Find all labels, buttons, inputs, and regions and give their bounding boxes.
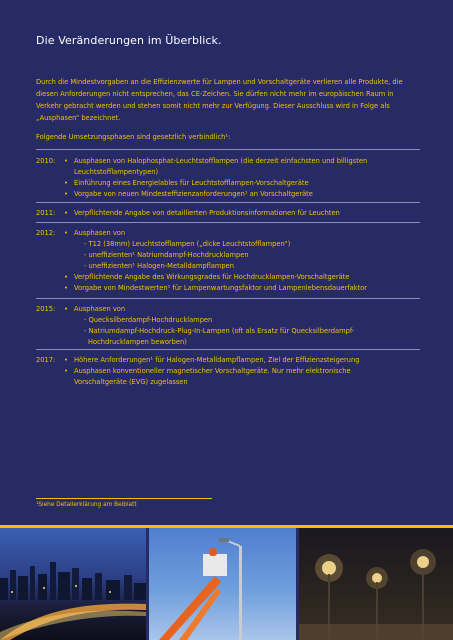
- divider: [36, 298, 420, 299]
- item-text: Ausphasen konventioneller magnetischer Vorschaltgeräte. Nur mehr elektronische: [74, 367, 351, 375]
- item-text: Hochdrucklampen beworben): [88, 338, 187, 346]
- item-text: - Quecksilberdampf-Hochdrucklampen: [84, 316, 213, 324]
- item-line: [64, 261, 414, 272]
- intro-paragraph: Durch die Mindestvorgaben an die Effizienzwerte für Lampen und Vorschaltgeräte verlieren alle Produkte, die diesen Anforderungen nicht entsprechen, das CE-Zeichen. Sie dürfen nicht mehr im europäischen Raum in Verkehr gebracht werden und stehen somit nicht mehr zur Verfügung. Dieser Ausschluss wird in Folge als „Ausphasen“ bezeichnet.: [36, 78, 403, 122]
- item-text: Ausphasen von: [74, 305, 126, 313]
- item-text: Verpflichtende Angabe des Wirkungsgrades für Hochdrucklampen-Vorschaltgeräte: [74, 273, 350, 281]
- bullet-item: [64, 189, 414, 200]
- photo-strip: [0, 528, 453, 640]
- item-text: Vorgabe von neuen Mindesteffizienzanforderungen¹ an Vorschaltgeräte: [74, 190, 313, 198]
- bullet-marker: •: [64, 284, 68, 292]
- footnote-rule: [36, 498, 212, 499]
- item-line: [64, 377, 414, 388]
- bullet-marker: •: [64, 190, 68, 198]
- item-line: [64, 167, 414, 178]
- bullet-marker: •: [64, 229, 68, 237]
- item-text: Verpflichtende Angabe von detaillierten Produktionsinformationen für Leuchten: [74, 209, 340, 217]
- phase-year: 2015:: [36, 305, 56, 313]
- phase-items: [64, 208, 414, 219]
- phase-year: 2012:: [36, 229, 56, 237]
- item-text: - T12 (38mm) Leuchtstofflampen („dicke Leuchtstofflampen“): [84, 240, 291, 248]
- item-text: - Natriumdampf-Hochdruck-Plug-In-Lampen (oft als Ersatz für Quecksilberdampf-: [84, 327, 355, 335]
- bullet-marker: •: [64, 179, 68, 187]
- item-text: - uneffizienten¹ Halogen-Metalldampflampen: [84, 262, 235, 270]
- divider: [36, 202, 420, 203]
- item-line: [64, 315, 414, 326]
- bullet-marker: •: [64, 356, 68, 364]
- street-lamps-photo: [299, 528, 453, 640]
- footnote: ¹Siehe Detailerklärung am Beiblatt: [36, 502, 137, 508]
- city-night-photo: [0, 528, 146, 640]
- item-text: Ausphasen von: [74, 229, 126, 237]
- phase-items: [64, 304, 414, 348]
- bullet-marker: •: [64, 273, 68, 281]
- bullet-item: [64, 366, 414, 377]
- divider: [36, 349, 420, 350]
- phase-items: [64, 355, 414, 388]
- bullet-item: [64, 228, 414, 239]
- phase-items: [64, 156, 414, 200]
- divider: [36, 222, 420, 223]
- bullet-item: [64, 272, 414, 283]
- bullet-marker: •: [64, 367, 68, 375]
- divider: [36, 149, 420, 150]
- item-line: [64, 337, 414, 348]
- phase-items: [64, 228, 414, 294]
- phase-year: 2017:: [36, 356, 56, 364]
- phase-year: 2010:: [36, 157, 56, 165]
- lead-paragraph: Folgende Umsetzungsphasen sind gesetzlich verbindlich¹:: [36, 133, 231, 141]
- page-title: Die Veränderungen im Überblick.: [36, 34, 222, 47]
- bullet-item: [64, 156, 414, 167]
- item-text: Leuchtstofflampentypen): [74, 168, 159, 176]
- phase-year: 2011:: [36, 209, 56, 217]
- item-text: - uneffizienten¹ Natriumdampf-Hochdrucklampen: [84, 251, 249, 259]
- bullet-item: [64, 178, 414, 189]
- bullet-marker: •: [64, 209, 68, 217]
- bullet-item: [64, 283, 414, 294]
- item-text: Vorschaltgeräte (EVG) zugelassen: [74, 378, 188, 386]
- bullet-item: [64, 355, 414, 366]
- item-text: Einführung eines Energielables für Leuchtstofflampen-Vorschaltgeräte: [74, 179, 309, 187]
- item-line: [64, 250, 414, 261]
- bullet-marker: •: [64, 305, 68, 313]
- bullet-marker: •: [64, 157, 68, 165]
- item-text: Höhere Anforderungen¹ für Halogen-Metalldampflampen, Ziel der Effizienzsteigerung: [74, 356, 360, 364]
- item-text: Vorgabe von Mindestwerten¹ für Lampenwartungsfaktor und Lampenlebensdauerfaktor: [74, 284, 368, 292]
- bullet-item: [64, 304, 414, 315]
- crane-lift-photo: [149, 528, 296, 640]
- item-text: Ausphasen von Halophosphat-Leuchtstofflampen (die derzeit einfachsten und billigsten: [74, 157, 368, 165]
- bullet-item: [64, 208, 414, 219]
- item-line: [64, 239, 414, 250]
- item-line: [64, 326, 414, 337]
